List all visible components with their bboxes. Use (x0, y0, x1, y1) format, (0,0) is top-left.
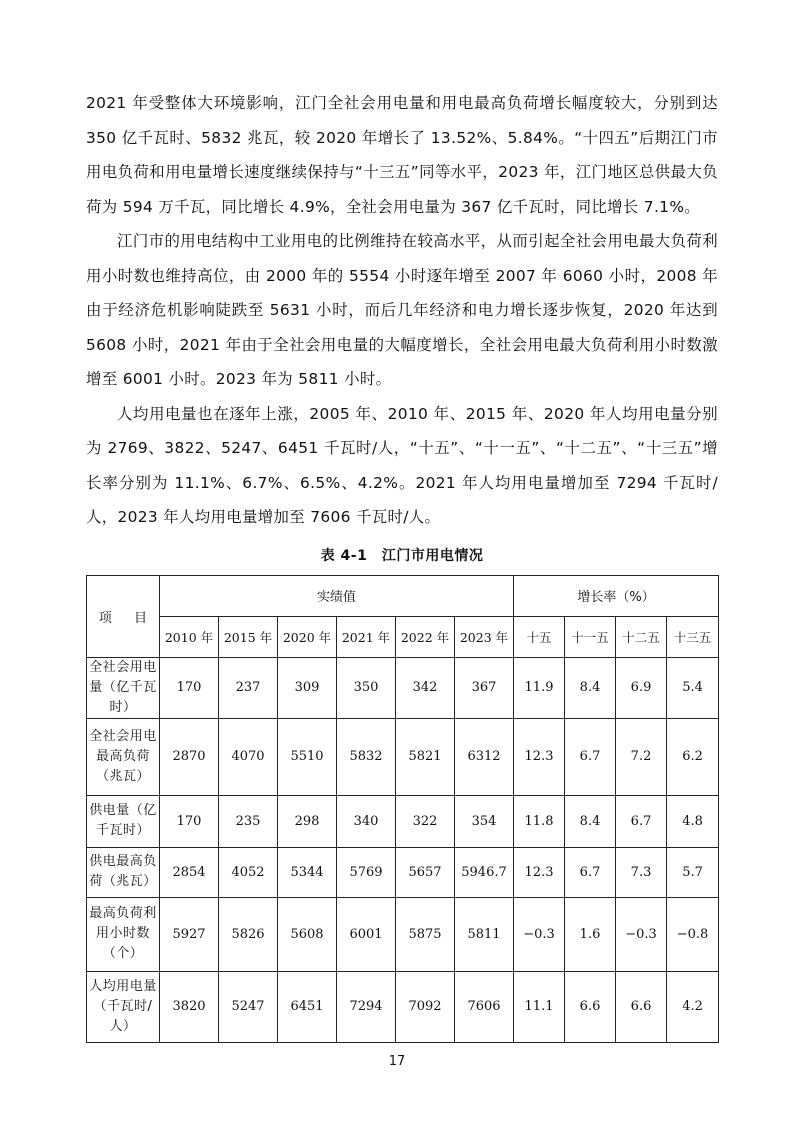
growth-cell: 6.6 (616, 971, 667, 1042)
row-label: 人均用电量（千瓦时/人） (87, 971, 160, 1042)
corner-header: 项 目 (87, 575, 160, 657)
growth-cell: 7.2 (616, 718, 667, 795)
growth-cell: 12.3 (514, 718, 565, 795)
table-cell: 5832 (337, 718, 396, 795)
growth-cell: −0.3 (514, 897, 565, 971)
growth-cell: 5.7 (667, 847, 719, 897)
page-number: 17 (388, 1054, 406, 1069)
table-cell: 5769 (337, 847, 396, 897)
year-header: 2021 年 (337, 616, 396, 657)
table-cell: 342 (396, 657, 455, 718)
table-cell: 5875 (396, 897, 455, 971)
table-cell: 298 (278, 795, 337, 847)
row-label: 最高负荷利用小时数（个） (87, 897, 160, 971)
table-cell: 5657 (396, 847, 455, 897)
table-cell: 340 (337, 795, 396, 847)
growth-cell: 6.7 (565, 718, 616, 795)
growth-cell: 7.3 (616, 847, 667, 897)
table-cell: 170 (160, 657, 219, 718)
table-cell: 4070 (219, 718, 278, 795)
table-cell: 367 (455, 657, 514, 718)
growth-cell: −0.8 (667, 897, 719, 971)
row-label: 全社会用电量（亿千瓦时） (87, 657, 160, 718)
year-header: 2022 年 (396, 616, 455, 657)
growth-cell: 4.8 (667, 795, 719, 847)
table-cell: 5927 (160, 897, 219, 971)
table-cell: 350 (337, 657, 396, 718)
table-cell: 5811 (455, 897, 514, 971)
growth-cell: 11.8 (514, 795, 565, 847)
table-cell: 5946.7 (455, 847, 514, 897)
table-cell: 2854 (160, 847, 219, 897)
table-cell: 2870 (160, 718, 219, 795)
growth-cell: 4.2 (667, 971, 719, 1042)
period-header: 十一五 (565, 616, 616, 657)
growth-cell: 6.6 (565, 971, 616, 1042)
period-header: 十三五 (667, 616, 719, 657)
table-cell: 309 (278, 657, 337, 718)
table-cell: 235 (219, 795, 278, 847)
row-label: 供电最高负荷（兆瓦） (87, 847, 160, 897)
table-cell: 7092 (396, 971, 455, 1042)
table-cell: 7294 (337, 971, 396, 1042)
table-cell: 6451 (278, 971, 337, 1042)
table-cell: 4052 (219, 847, 278, 897)
table-cell: 3820 (160, 971, 219, 1042)
table-cell: 5826 (219, 897, 278, 971)
row-label: 供电量（亿千瓦时） (87, 795, 160, 847)
growth-cell: 6.7 (616, 795, 667, 847)
growth-cell: −0.3 (616, 897, 667, 971)
table-cell: 5344 (278, 847, 337, 897)
growth-cell: 8.4 (565, 795, 616, 847)
growth-cell: 6.7 (565, 847, 616, 897)
table-cell: 354 (455, 795, 514, 847)
growth-cell: 5.4 (667, 657, 719, 718)
table-cell: 7606 (455, 971, 514, 1042)
growth-cell: 1.6 (565, 897, 616, 971)
table-row (87, 847, 719, 897)
body-paragraph-2: 江门市的用电结构中工业用电的比例维持在较高水平，从而引起全社会用电最大负荷利用小时数也维持高位，由 2000 年的 5554 小时逐年增至 2007 年 6060 小时，2008 年由于经济危机影响陡跌至 5631 小时，而后几年经济和电力增长逐步恢复，2020 年达到 5608 小时，2021 年由于全社会用电量的大幅度增长，全社会用电最大负荷利用小时数激增至 6001 小时。2023 年为 5811 小时。 (86, 232, 718, 388)
table-cell: 5510 (278, 718, 337, 795)
growth-cell: 6.2 (667, 718, 719, 795)
year-header: 2023 年 (455, 616, 514, 657)
growth-cell: 12.3 (514, 847, 565, 897)
table-cell: 170 (160, 795, 219, 847)
table-cell: 6001 (337, 897, 396, 971)
actual-values-header: 实绩值 (160, 575, 514, 616)
year-header: 2010 年 (160, 616, 219, 657)
table-cell: 237 (219, 657, 278, 718)
growth-cell: 8.4 (565, 657, 616, 718)
growth-cell: 11.9 (514, 657, 565, 718)
year-header: 2020 年 (278, 616, 337, 657)
table-cell: 322 (396, 795, 455, 847)
electricity-usage-table (86, 575, 719, 1043)
row-label: 全社会用电最高负荷（兆瓦） (87, 718, 160, 795)
table-row (87, 971, 719, 1042)
table-cell: 5821 (396, 718, 455, 795)
table-title: 表 4-1 江门市用电情况 (320, 547, 484, 564)
table-cell: 5608 (278, 897, 337, 971)
table-row (87, 657, 719, 718)
body-paragraph-3: 人均用电量也在逐年上涨，2005 年、2010 年、2015 年、2020 年人均用电量分别为 2769、3822、5247、6451 千瓦时/人，“十五”、“十一五”、“十二五”、“十三五”增长率分别为 11.1%、6.7%、6.5%、4.2%。2021 年人均用电量增加至 7294 千瓦时/人，2023 年人均用电量增加至 7606 千瓦时/人。 (86, 404, 718, 526)
table-cell: 6312 (455, 718, 514, 795)
table-row (87, 795, 719, 847)
body-paragraph-1: 2021 年受整体大环境影响，江门全社会用电量和用电最高负荷增长幅度较大，分别到达 350 亿千瓦时、5832 兆瓦，较 2020 年增长了 13.52%、5.84%。“十四五”后期江门市用电负荷和用电量增长速度继续保持与“十三五”同等水平，2023 年，江门地区总供最大负荷为 594 万千瓦，同比增长 4.9%，全社会用电量为 367 亿千瓦时，同比增长 7.1%。 (86, 94, 718, 216)
table-row (87, 718, 719, 795)
table-cell: 5247 (219, 971, 278, 1042)
period-header: 十五 (514, 616, 565, 657)
year-header: 2015 年 (219, 616, 278, 657)
growth-rate-header: 增长率（%） (514, 575, 719, 616)
growth-cell: 6.9 (616, 657, 667, 718)
table-row (87, 897, 719, 971)
period-header: 十二五 (616, 616, 667, 657)
growth-cell: 11.1 (514, 971, 565, 1042)
page-content (86, 86, 718, 1043)
